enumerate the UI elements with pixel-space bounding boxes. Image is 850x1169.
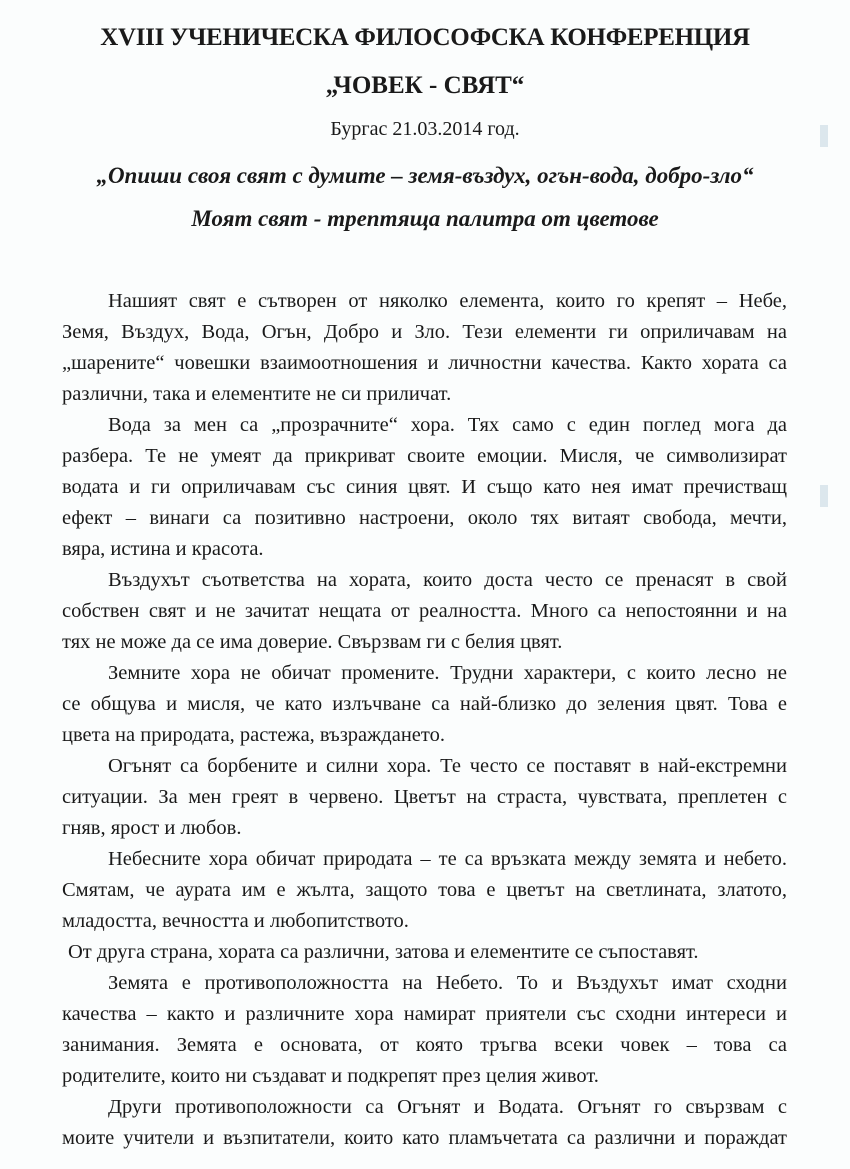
- text-line: вяра, истина и красота.: [62, 538, 264, 560]
- text-line: От друга страна, хората са различни, затова и елементите се съпоставят.: [68, 941, 699, 963]
- text-line: ситуации. За мен греят в червено. Цветът на страста, чувствата, преплетен с: [62, 786, 787, 808]
- conference-subtitle: „ЧОВЕК - СВЯТ“: [325, 72, 525, 99]
- text-line: водата и ги оприличавам със синия цвят. И също като нея имат пречистващ: [62, 476, 787, 498]
- text-line: тях не може да се има доверие. Свързвам ги с белия цвят.: [62, 631, 563, 653]
- text-line: се общува и мисля, че като излъчване са най-близко до зеления цвят. Това е: [62, 693, 787, 715]
- text-line: Вода за мен са „прозрачните“ хора. Тях само с един поглед мога да: [108, 414, 787, 436]
- text-line: различни, така и елементите не си приличат.: [62, 383, 452, 405]
- text-line: разбера. Те не умеят да прикриват своите емоции. Мисля, че символизират: [62, 445, 787, 467]
- text-line: Небесните хора обичат природата – те са връзката между земята и небето.: [108, 848, 787, 870]
- text-line: Земята е противоположността на Небето. То и Въздухът имат сходни: [108, 972, 787, 994]
- text-line: Земните хора не обичат промените. Трудни характери, с които лесно не: [108, 662, 787, 684]
- text-line: Въздухът съответства на хората, които доста често се пренасят в свой: [108, 569, 787, 591]
- essay-title: Моят свят - трептяща палитра от цветове: [191, 206, 659, 231]
- text-line: родителите, които ни създават и подкрепят през целия живот.: [62, 1065, 599, 1087]
- text-line: ефект – винаги са позитивно настроени, около тях витаят свобода, мечти,: [62, 507, 787, 529]
- text-line: Огънят са борбените и силни хора. Те често се поставят в най-екстремни: [108, 755, 787, 777]
- text-line: качества – както и различните хора намират приятели със сходни интереси и: [62, 1003, 787, 1025]
- scan-artifact: [820, 125, 828, 147]
- text-line: Земя, Въздух, Вода, Огън, Добро и Зло. Тези елементи ги оприличавам на: [62, 321, 787, 343]
- text-line: занимания. Земята е основата, от която тръгва всеки човек – това са: [62, 1034, 787, 1056]
- essay-body: [62, 286, 787, 1154]
- text-line: „шарените“ човешки взаимоотношения и личностни качества. Както хората са: [62, 352, 787, 374]
- text-line: Смятам, че аурата им е жълта, защото това е цветът на светлината, златото,: [62, 879, 787, 901]
- text-line: Други противоположности са Огънят и Водата. Огънят го свързвам с: [108, 1096, 787, 1118]
- place-date: Бургас 21.03.2014 год.: [330, 118, 520, 140]
- text-line: собствен свят и не зачитат нещата от реалността. Много са непостоянни и на: [62, 600, 787, 622]
- text-line: гняв, ярост и любов.: [62, 817, 242, 839]
- text-line: Нашият свят е сътворен от няколко елемента, които го крепят – Небе,: [108, 290, 787, 312]
- conference-title: XVIII УЧЕНИЧЕСКА ФИЛОСОФСКА КОНФЕРЕНЦИЯ: [100, 24, 750, 51]
- text-line: моите учители и възпитатели, които като пламъчетата са различни и пораждат: [62, 1127, 787, 1149]
- conference-theme: „Опиши своя свят с думите – земя-въздух, огън-вода, добро-зло“: [96, 163, 754, 188]
- text-line: младостта, вечността и любопитството.: [62, 910, 409, 932]
- text-line: цвета на природата, растежа, възраждането.: [62, 724, 445, 746]
- scan-artifact: [820, 485, 828, 507]
